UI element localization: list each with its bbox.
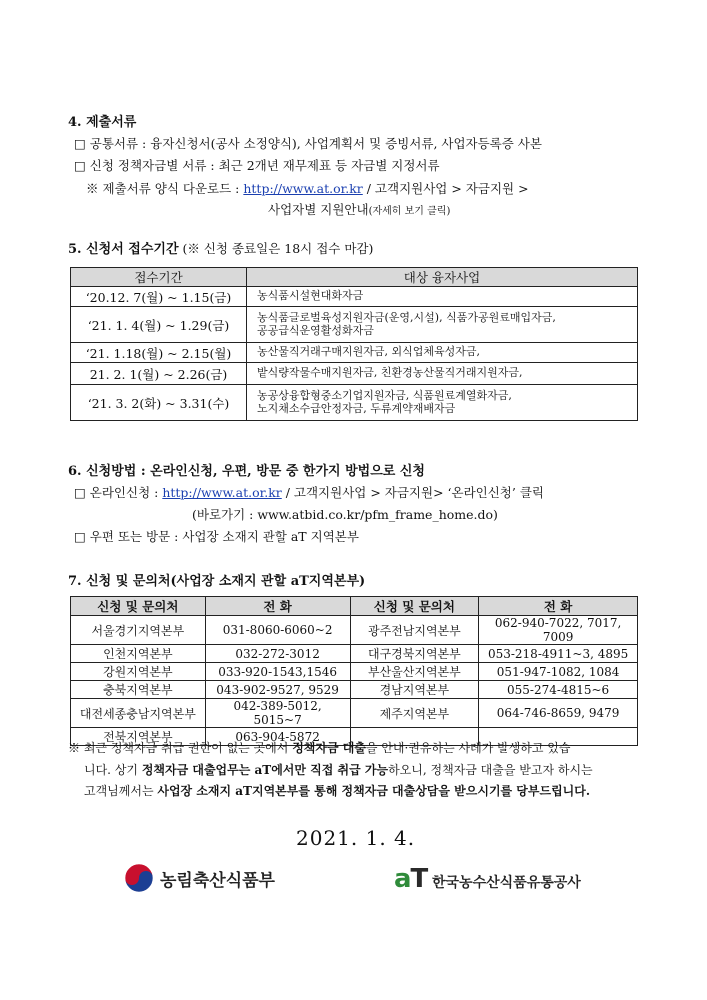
period-cell: ‘21. 3. 2(화) ~ 3.31(수) [71,385,247,421]
biz-line: 농식품글로벌육성지원자금(운영,시설), 식품가공원료매입자금, [257,311,556,324]
col-header-period: 접수기간 [71,268,247,287]
table-header-row [71,268,638,287]
phone-cell: 033-920-1543,1546 [205,663,350,681]
phone-cell: 043-902-9527, 9529 [205,681,350,699]
office-cell: 대구경북지역본부 [350,645,479,663]
notice-emphasis: 정책자금 대출 [292,741,366,755]
period-cell: ‘21. 1.18(월) ~ 2.15(월) [71,343,247,363]
table-row [71,287,638,307]
biz-line: 공공급식운영활성화자금 [257,323,374,337]
notice-emphasis: 정책자금 대출업무는 aT에서만 직접 취급 가능 [141,763,389,777]
section4-download-note-line2 [268,200,450,218]
table-row [71,645,638,663]
office-cell: 광주전남지역본부 [350,616,479,645]
phone-cell: 063-904-5872 [205,728,350,746]
table-row [71,307,638,343]
notice-line-1 [68,739,570,756]
biz-line: 농식품시설현대화자금 [257,289,364,303]
col-header-phone-2: 전 화 [479,597,638,616]
biz-cell [247,363,638,385]
section6-mail-visit: □ 우편 또는 방문 : 사업장 소재지 관할 aT 지역본부 [74,529,359,544]
phone-cell: 062-940-7022, 7017, 7009 [479,616,638,645]
ministry-name: 농림축산식품부 [160,871,275,891]
section4-heading: 4. 제출서류 [68,115,137,130]
notice-emphasis: 사업장 소재지 aT지역본부를 통해 정책자금 대출상담을 받으시기를 당부드립니다. [157,784,591,798]
office-cell: 전북지역본부 [71,728,206,746]
table-row [71,699,638,728]
period-cell: ‘20.12. 7(월) ~ 1.15(금) [71,287,247,307]
document-date: 2021. 1. 4. [296,826,416,850]
period-cell: ‘21. 1. 4(월) ~ 1.29(금) [71,307,247,343]
at-logo [394,866,427,892]
biz-cell [247,307,638,343]
office-cell: 제주지역본부 [350,699,479,728]
section4-item-fund: □ 신청 정책자금별 서류 : 최근 2개년 재무제표 등 자금별 지정서류 [74,158,440,173]
note-line2: 사업자별 지원안내 [268,202,369,217]
biz-cell [247,385,638,421]
phone-cell: 042-389-5012, 5015~7 [205,699,350,728]
biz-line: 농산물직거래구매지원자금, 외식업체육성자금, [257,345,481,359]
office-cell: 대전세종충남지역본부 [71,699,206,728]
office-cell: 서울경기지역본부 [71,616,206,645]
note-line2-detail: (자세히 보기 클릭) [368,206,451,217]
notice-text: 고객님께서는 [84,784,158,798]
office-cell: 부산울산지역본부 [350,663,479,681]
section6-heading: 6. 신청방법 : 온라인신청, 우편, 방문 중 한가지 방법으로 신청 [68,464,425,479]
section6-online [74,483,544,501]
at-mark-a: a [394,864,411,894]
biz-cell [247,343,638,363]
section7-heading: 7. 신청 및 문의처(사업장 소재지 관할 aT지역본부) [68,574,366,589]
biz-line: 노지채소수급안정자금, 두류계약재배자금 [257,401,456,415]
col-header-biz: 대상 융자사업 [247,268,638,287]
phone-cell: 053-218-4911~3, 4895 [479,645,638,663]
at-org-name: 한국농수산식품유통공사 [432,875,581,891]
biz-line: 밭식량작물수매지원자금, 친환경농산물직거래지원자금, [257,366,523,380]
contact-table [70,596,638,746]
section5-heading-note: (※ 신청 종료일은 18시 접수 마감) [178,241,374,256]
phone-cell: 032-272-3012 [205,645,350,663]
office-cell: 경남지역본부 [350,681,479,699]
table-header-row [71,597,638,616]
col-header-phone-1: 전 화 [205,597,350,616]
ministry-emblem-icon [124,863,154,893]
biz-line: 농공상융합형중소기업지원자금, 식품원료계열화자금, [257,389,512,402]
office-cell: 충북지역본부 [71,681,206,699]
notice-text: 을 안내·권유하는 사례가 발생하고 있습 [365,741,571,755]
biz-cell [247,287,638,307]
period-cell: 21. 2. 1(월) ~ 2.26(금) [71,363,247,385]
at-website-link[interactable]: http://www.at.or.kr [243,181,363,196]
note-prefix: ※ 제출서류 양식 다운로드 : [86,181,244,196]
at-online-link[interactable]: http://www.at.or.kr [162,485,282,500]
office-cell: 강원지역본부 [71,663,206,681]
phone-cell: 031-8060-6060~2 [205,616,350,645]
section4-item-common: □ 공통서류 : 융자신청서(공사 소정양식), 사업계획서 및 증빙서류, 사업자등록증 사본 [74,136,542,151]
table-row [71,343,638,363]
online-prefix: □ 온라인신청 : [74,485,163,500]
col-header-office-2: 신청 및 문의처 [350,597,479,616]
phone-cell: 051-947-1082, 1084 [479,663,638,681]
application-period-table [70,267,638,421]
col-header-office-1: 신청 및 문의처 [71,597,206,616]
note-suffix: / 고객지원사업 > 자금지원 > [362,181,529,196]
phone-cell: 064-746-8659, 9479 [479,699,638,728]
notice-line-3 [84,782,590,799]
notice-text: 하오니, 정책자금 대출을 받고자 하시는 [388,763,593,777]
section5-heading-line [68,238,373,257]
online-suffix: / 고객지원사업 > 자금지원> ‘온라인신청’ 클릭 [281,485,544,500]
phone-cell: 055-274-4815~6 [479,681,638,699]
notice-text: 니다. 상기 [84,763,142,777]
table-row [71,385,638,421]
table-row [71,681,638,699]
section4-download-note [86,179,529,197]
notice-text: ※ 최근 정책자금 취급 권한이 없는 곳에서 [68,741,293,755]
table-row [71,363,638,385]
at-mark-t: T [410,864,428,894]
notice-line-2 [84,761,593,778]
section6-shortcut: (바로가기 : www.atbid.co.kr/pfm_frame_home.do) [192,507,498,522]
table-row [71,616,638,645]
table-row [71,663,638,681]
section5-heading: 5. 신청서 접수기간 [68,242,179,257]
office-cell: 인천지역본부 [71,645,206,663]
